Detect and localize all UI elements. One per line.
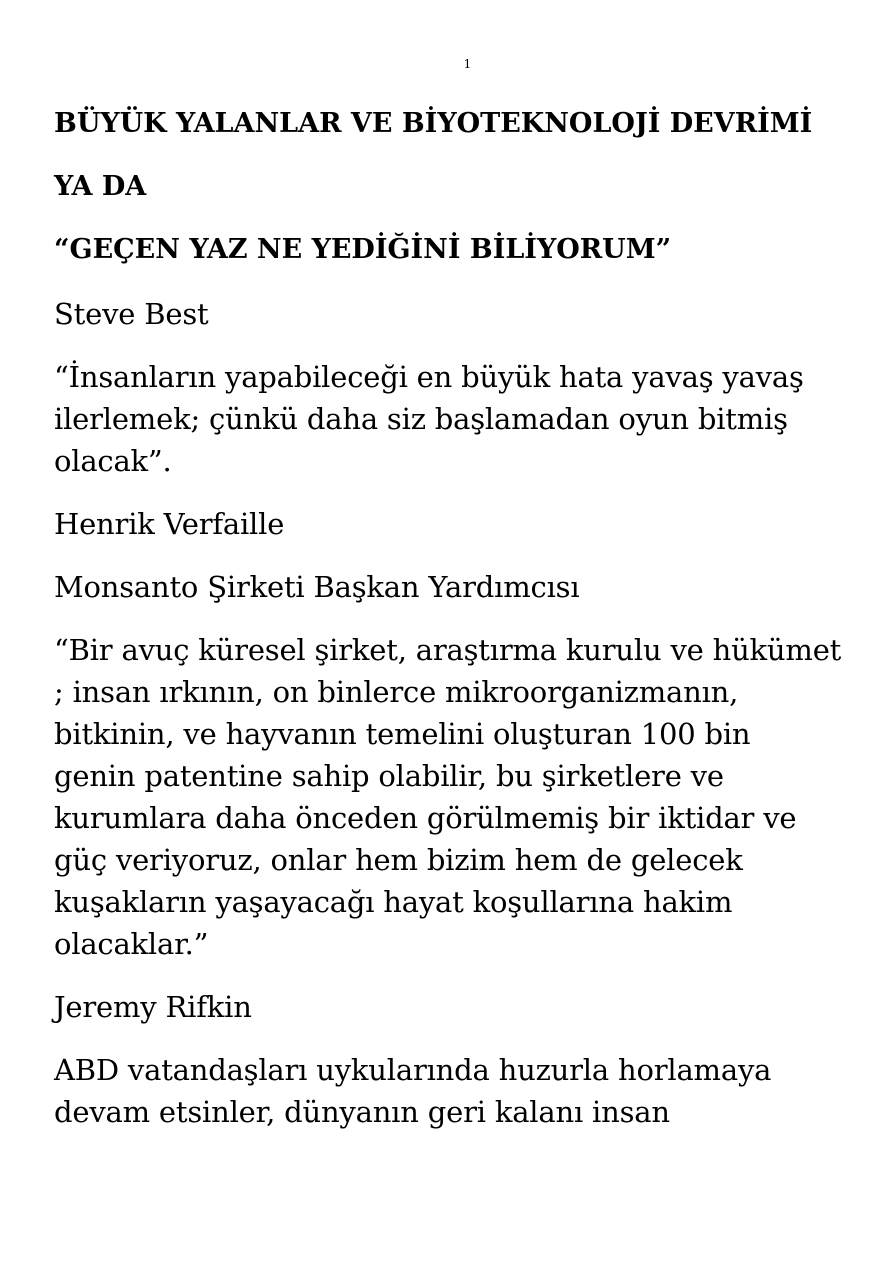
page-number: 1 [463, 57, 472, 71]
title-line-3: “GEÇEN YAZ NE YEDİĞİNİ BİLİYORUM” [54, 234, 672, 265]
quote-2-line: “Bir avuç küresel şirket, araştırma kurulu ve hükümet [54, 633, 842, 667]
quote-1-line: olacak”. [54, 444, 172, 478]
quote-1-author-title: Monsanto Şirketi Başkan Yardımcısı [54, 570, 580, 604]
title-line-1: BÜYÜK YALANLAR VE BİYOTEKNOLOJİ DEVRİMİ [54, 108, 813, 139]
quote-1-author: Henrik Verfaille [54, 507, 285, 541]
body-line: devam etsinler, dünyanın geri kalanı insan [54, 1095, 670, 1129]
quote-2-line: bitkinin, ve hayvanın temelini oluşturan 100 bin [54, 717, 751, 751]
body-paragraph [54, 1049, 888, 1133]
quote-2-line: genin patentine sahip olabilir, bu şirketlere ve [54, 759, 724, 793]
quote-1-line: “İnsanların yapabileceği en büyük hata yavaş yavaş [54, 360, 804, 394]
quote-2-line: kurumlara daha önceden görülmemiş bir iktidar ve [54, 801, 797, 835]
quote-1 [54, 356, 888, 482]
quote-2-line: olacaklar.” [54, 927, 209, 961]
title-line-2: YA DA [54, 171, 147, 202]
quote-2-line: ; insan ırkının, on binlerce mikroorganizmanın, [54, 675, 739, 709]
quote-2-line: kuşakların yaşayacağı hayat koşullarına hakim [54, 885, 733, 919]
author-name: Steve Best [54, 297, 209, 331]
quote-1-line: ilerlemek; çünkü daha siz başlamadan oyun bitmiş [54, 402, 788, 436]
document-content [54, 104, 888, 1154]
body-line: ABD vatandaşları uykularında huzurla horlamaya [54, 1053, 772, 1087]
quote-2-line: güç veriyoruz, onlar hem bizim hem de gelecek [54, 843, 743, 877]
quote-2-author: Jeremy Rifkin [54, 990, 252, 1024]
quote-2 [54, 629, 888, 965]
